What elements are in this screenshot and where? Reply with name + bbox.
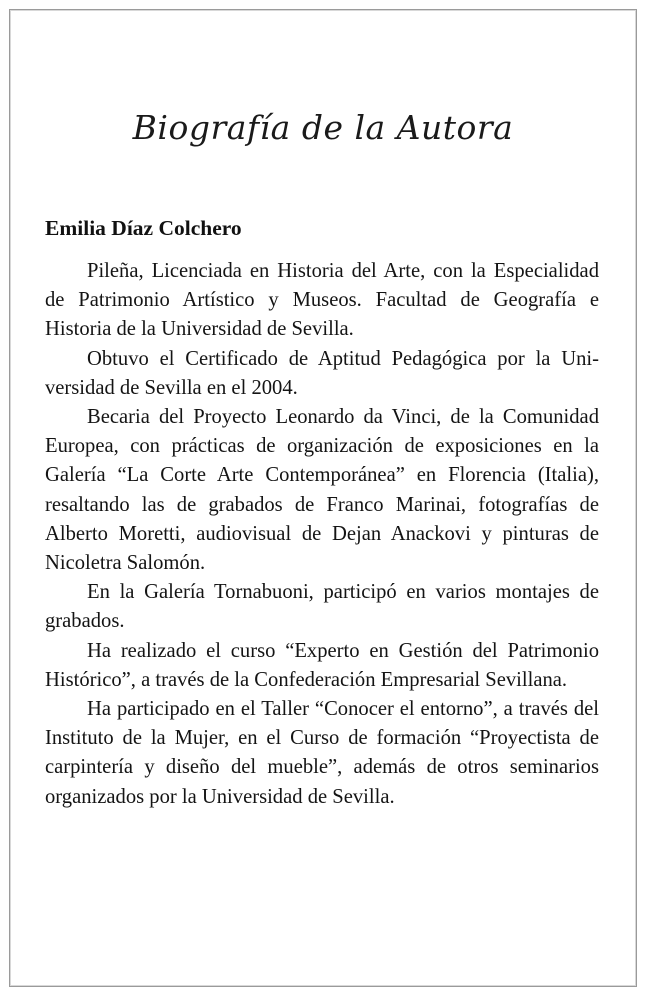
bio-paragraph: En la Galería Tornabuoni, participó en varios montajes de grabados. — [45, 581, 599, 633]
biography-text — [45, 257, 599, 812]
bio-paragraph: Ha participado en el Taller “Conocer el entorno”, a través del Instituto de la Mujer, en el Curso de formación “Proyectista de carpintería y diseño del mueble”, además de otros seminarios organizados por la Universidad de Sevilla. — [45, 698, 599, 808]
bio-paragraph: Obtuvo el Certificado de Aptitud Pedagógica por la Universidad de Sevilla en el 2004. — [45, 347, 599, 399]
bio-paragraph: Pileña, Licenciada en Historia del Arte, con la Especialidad de Patrimonio Artístico y Museos. Facultad de Geografía e Historia de la Universidad de Sevilla. — [45, 260, 599, 341]
bio-paragraph: Ha realizado el curso “Experto en Gestión del Patrimonio Histórico”, a través de la Confederación Empresarial Sevillana. — [45, 639, 599, 691]
author-name: Emilia Díaz Colchero — [45, 216, 242, 240]
bio-paragraph: Becaria del Proyecto Leonardo da Vinci, de la Comunidad Europea, con prácticas de organización de exposiciones en la Galería “La Corte Arte Contemporánea” en Florencia (Italia), resaltando las de grabados de Franco Marinai, fotografías de Alberto Moretti, audiovisual de Dejan Anackovi y pinturas de Nicoletra Salomón. — [45, 406, 599, 575]
page-title: Biografía de la Autora — [132, 108, 514, 147]
